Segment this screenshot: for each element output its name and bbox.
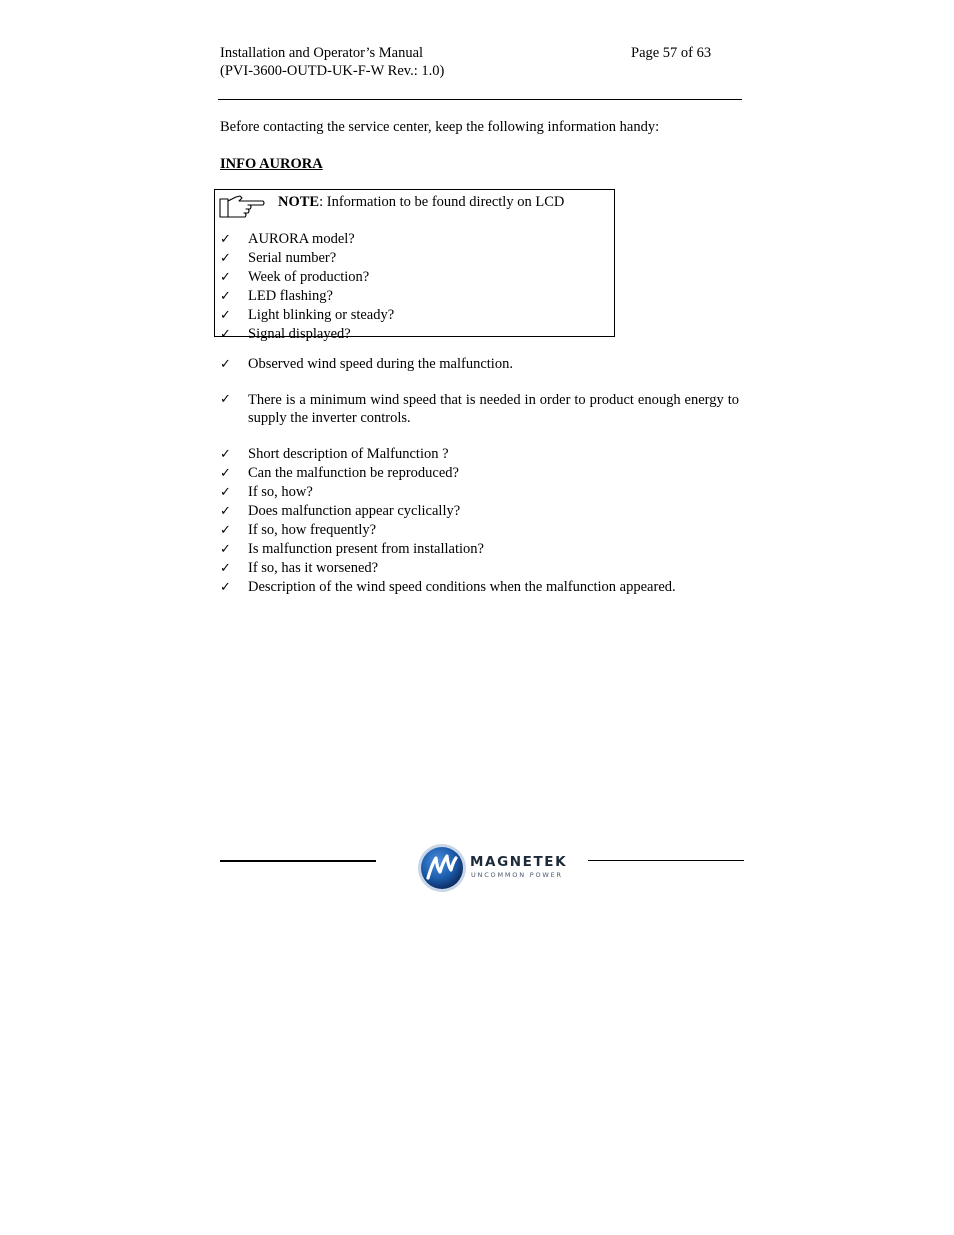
check-icon: ✓ — [220, 561, 231, 576]
note-description: Information to be found directly on LCD — [323, 194, 565, 210]
note-separator: : — [319, 194, 324, 210]
intro-paragraph: Before contacting the service center, keep the following information handy: — [220, 119, 660, 135]
check-icon: ✓ — [220, 308, 231, 323]
list-item: ✓ Observed wind speed during the malfunction. — [220, 356, 513, 372]
pointing-hand-icon — [218, 193, 266, 219]
list-item: ✓ Description of the wind speed conditions when the malfunction appeared. — [220, 579, 676, 595]
note-checklist — [220, 230, 394, 344]
header-title — [220, 44, 444, 80]
check-icon: ✓ — [220, 270, 231, 285]
check-icon: ✓ — [220, 542, 231, 557]
list-item: ✓ AURORA model? — [220, 231, 355, 247]
check-icon: ✓ — [220, 523, 231, 538]
list-item: ✓ Does malfunction appear cyclically? — [220, 503, 461, 519]
list-item: ✓ Serial number? — [220, 250, 337, 266]
check-icon: ✓ — [220, 392, 231, 407]
list-item: ✓ LED flashing? — [220, 288, 333, 304]
magnetek-logo-icon — [416, 842, 468, 894]
magnetek-logo — [416, 840, 576, 896]
check-icon: ✓ — [220, 504, 231, 519]
list-item: ✓ Can the malfunction be reproduced? — [220, 465, 459, 481]
check-icon: ✓ — [220, 357, 231, 372]
check-icon: ✓ — [220, 327, 231, 342]
check-icon: ✓ — [220, 251, 231, 266]
note-box — [214, 189, 615, 342]
note-label: NOTE — [278, 194, 320, 210]
check-icon: ✓ — [220, 447, 231, 462]
footer-rule-left — [220, 860, 376, 862]
list-item: ✓ If so, has it worsened? — [220, 560, 379, 576]
check-icon: ✓ — [220, 232, 231, 247]
check-icon: ✓ — [220, 580, 231, 595]
check-icon: ✓ — [220, 466, 231, 481]
section-title: INFO AURORA — [220, 156, 323, 172]
list-item: ✓ If so, how frequently? — [220, 522, 377, 538]
manual-title: Installation and Operator’s Manual — [220, 45, 424, 61]
brand-name: MAGNETEK — [470, 854, 568, 870]
manual-model-revision: (PVI-3600-OUTD-UK-F-W Rev.: 1.0) — [220, 63, 445, 79]
list-item: ✓ Signal displayed? — [220, 326, 351, 342]
brand-tagline: UNCOMMON POWER — [471, 871, 563, 879]
list-item: ✓ Week of production? — [220, 269, 370, 285]
list-item: ✓ Short description of Malfunction ? — [220, 446, 449, 462]
list-item: ✓ Is malfunction present from installation? — [220, 541, 484, 557]
list-item: ✓ If so, how? — [220, 484, 313, 500]
check-icon: ✓ — [220, 485, 231, 500]
list-item: ✓ There is a minimum wind speed that is needed in order to product enough energy to supply the inverter controls. — [220, 392, 739, 426]
check-icon: ✓ — [220, 289, 231, 304]
note-text — [278, 193, 564, 211]
header-divider — [218, 99, 742, 100]
list-item: ✓ Light blinking or steady? — [220, 307, 395, 323]
malfunction-checklist — [220, 445, 676, 597]
footer-rule-right — [588, 860, 744, 861]
page-number: Page 57 of 63 — [631, 45, 712, 61]
